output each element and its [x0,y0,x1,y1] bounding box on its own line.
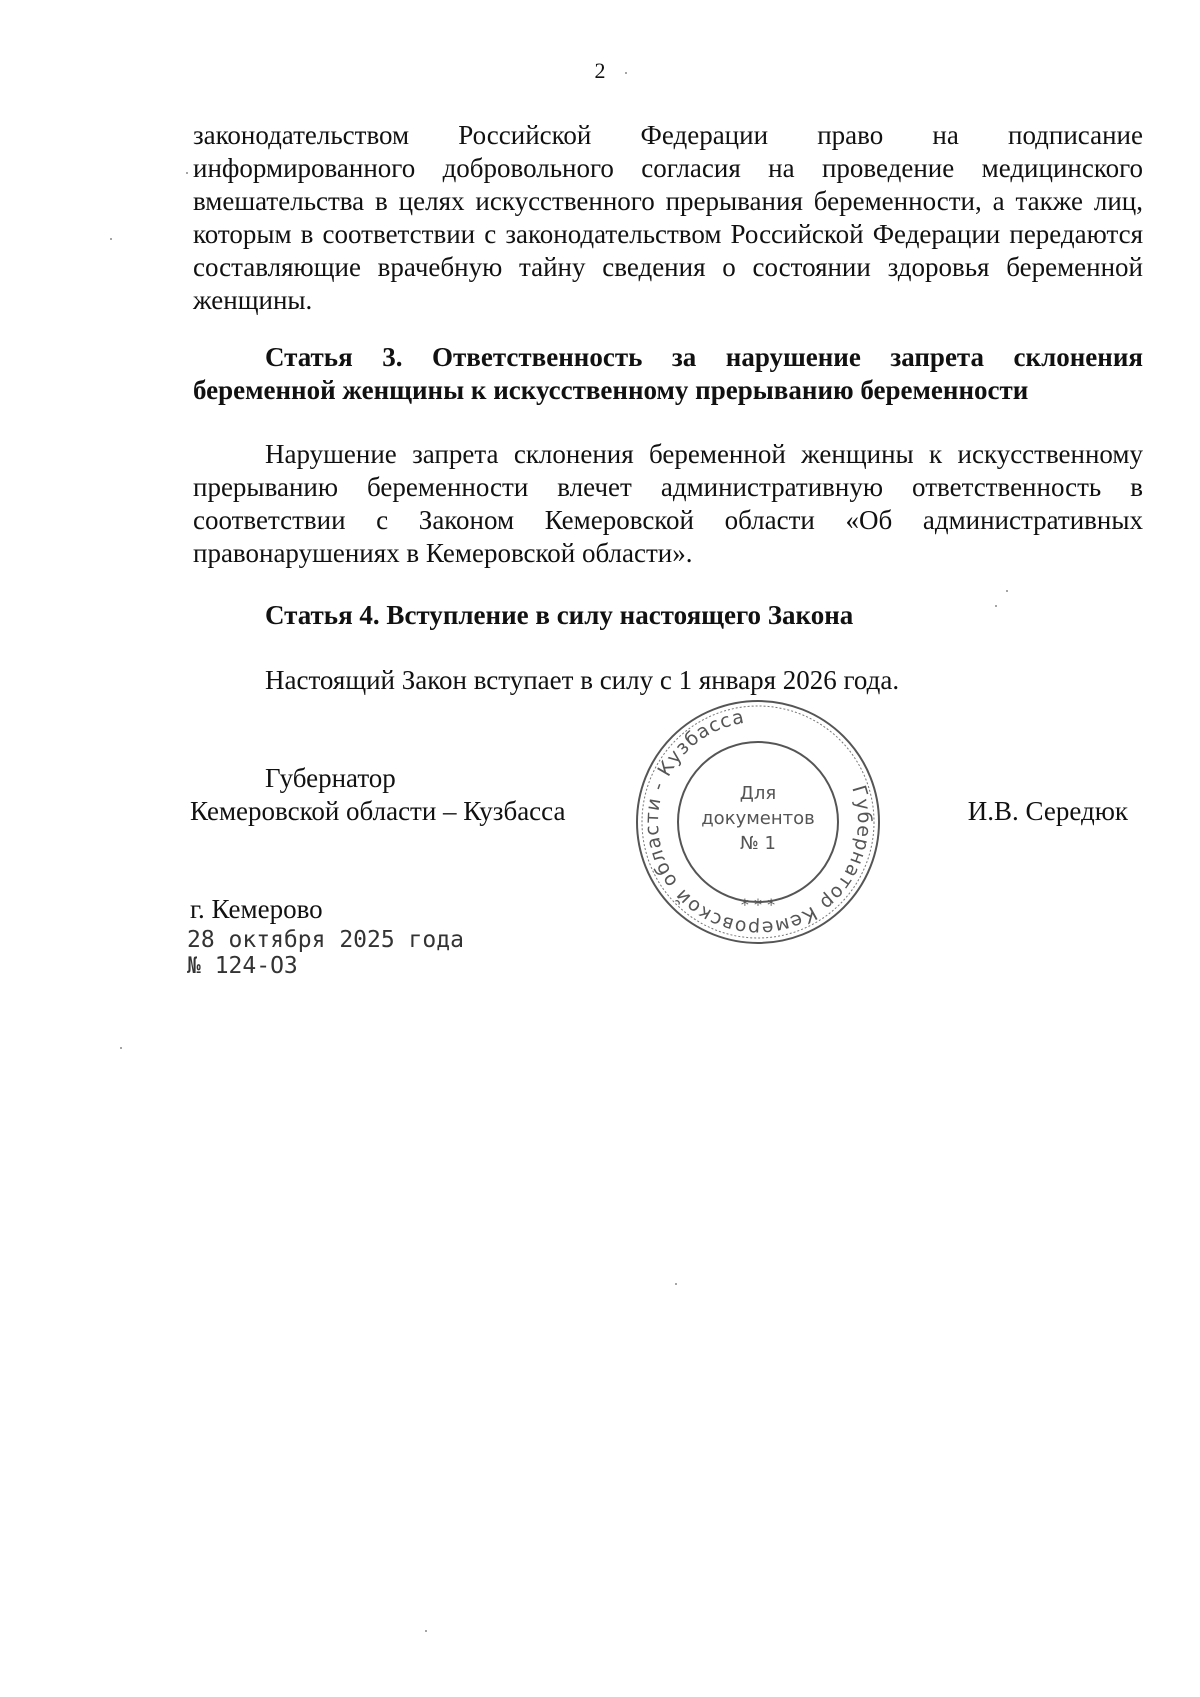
paragraph-continuation: законодательством Российской Федерации право на подписание информированного добровольного согласия на проведение медицинского вмешательства в целях искусственного прерывания беременности, а также лиц, которым в соответствии с законодательством Российской Федерации передаются составляющие врачебную тайну сведения о состоянии здоровья беременной женщины. [193,120,1143,315]
official-seal-stamp [633,697,883,947]
signatory-title-line-2: Кемеровской области – Кузбасса [190,796,566,826]
scan-speck [110,238,112,240]
scan-speck [1006,590,1008,592]
article-3-heading: Статья 3. Ответственность за нарушение запрета склонения беременной женщины к искусственному прерыванию беременности [193,342,1143,405]
article-4-heading: Статья 4. Вступление в силу настоящего Закона [265,600,854,630]
signatory-title-line-1: Губернатор [265,763,396,793]
place-of-signing: г. Кемерово [190,894,323,924]
signatory-name: И.В. Середюк [967,796,1128,826]
stamp-center-line-3: № 1 [740,833,776,854]
scan-speck [675,1283,677,1285]
scan-speck [186,172,188,174]
scan-speck [120,1047,122,1049]
stamp-ring-text: Губернатор Кемеровской области - Кузбасса [640,705,876,940]
scan-speck [625,72,627,74]
scan-speck [425,1630,427,1632]
stamp-center-line-1: Для [739,783,777,804]
law-number: № 124-ОЗ [187,953,298,979]
stamp-stars: * * * [740,895,776,914]
scan-speck [995,605,997,607]
article-4-text: Настоящий Закон вступает в силу с 1 января 2026 года. [265,665,900,695]
page-number: 2 [594,58,606,83]
signing-date: 28 октября 2025 года [187,927,464,953]
stamp-center-line-2: документов [701,808,815,829]
signatory-title [190,762,565,828]
article-3-text: Нарушение запрета склонения беременной женщины к искусственному прерыванию беременности влечет административную ответственность в соответствии с Законом Кемеровской области «Об административных правонарушениях в Кемеровской области». [193,439,1143,568]
